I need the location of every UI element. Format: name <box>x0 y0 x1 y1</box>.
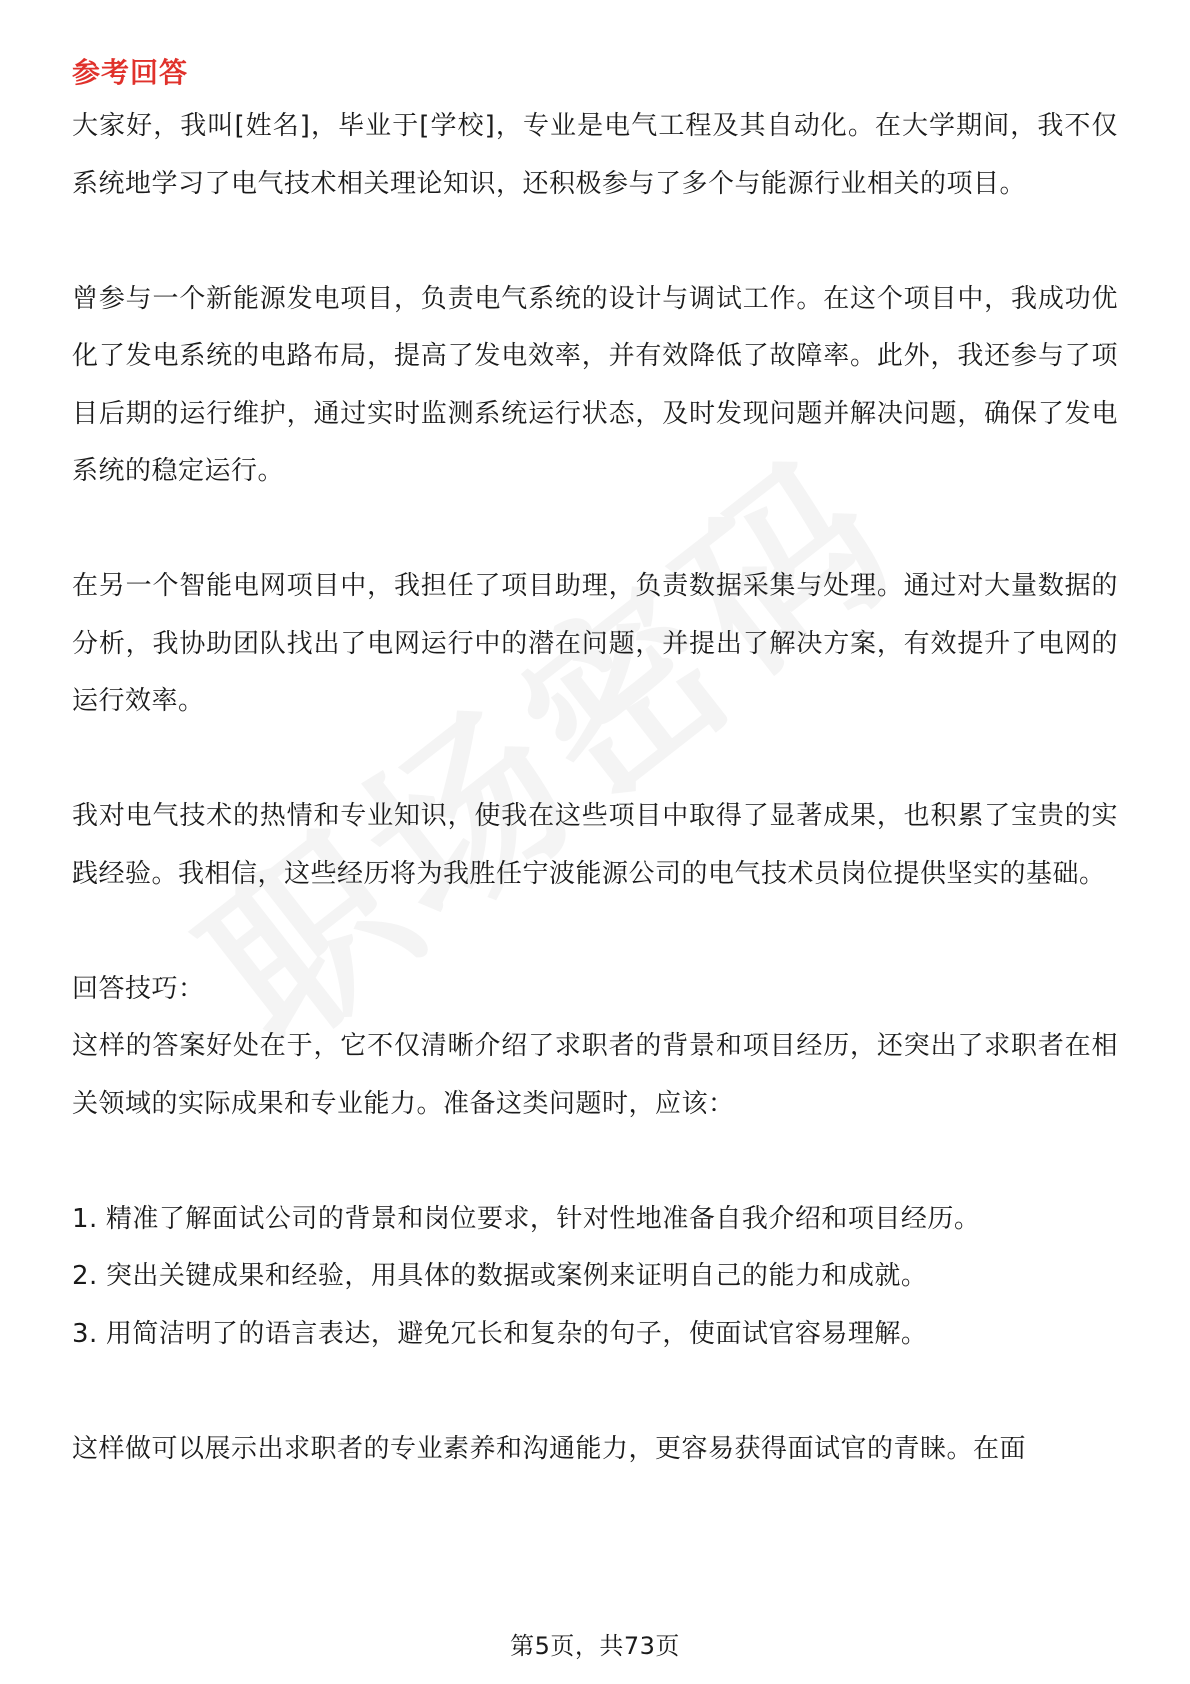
answer-paragraph-4: 我对电气技术的热情和专业知识，使我在这些项目中取得了显著成果，也积累了宝贵的实践经验。我相信，这些经历将为我胜任宁波能源公司的电气技术员岗位提供坚实的基础。 <box>72 801 1118 889</box>
tips-list-item <box>72 1306 1118 1364</box>
answer-paragraph-3: 在另一个智能电网项目中，我担任了项目助理，负责数据采集与处理。通过对大量数据的分析，我协助团队找出了电网运行中的潜在问题，并提出了解决方案，有效提升了电网的运行效率。 <box>72 571 1118 716</box>
closing-paragraph: 这样做可以展示出求职者的专业素养和沟通能力，更容易获得面试官的青睐。在面 <box>72 1433 1027 1464</box>
paragraph-gap <box>72 213 1118 271</box>
tips-label: 回答技巧： <box>72 973 205 1004</box>
paragraph-gap <box>72 903 1118 961</box>
paragraph-gap <box>72 501 1118 559</box>
tips-list-item <box>72 1191 1118 1249</box>
list-number: 2. <box>72 1261 98 1291</box>
answer-paragraph-2: 曾参与一个新能源发电项目，负责电气系统的设计与调试工作。在这个项目中，我成功优化了发电系统的电路布局，提高了发电效率，并有效降低了故障率。此外，我还参与了项目后期的运行维护，通过实时监测系统运行状态，及时发现问题并解决问题，确保了发电系统的稳定运行。 <box>72 283 1118 486</box>
list-text: 突出关键成果和经验，用具体的数据或案例来证明自己的能力和成就。 <box>105 1261 928 1291</box>
tips-intro: 这样的答案好处在于，它不仅清晰介绍了求职者的背景和项目经历，还突出了求职者在相关领域的实际成果和专业能力。准备这类问题时，应该： <box>72 1031 1118 1119</box>
paragraph-gap <box>72 731 1118 789</box>
section-heading: 参考回答 <box>72 56 189 89</box>
list-number: 3. <box>72 1318 98 1349</box>
paragraph-gap <box>72 1363 1118 1421</box>
tips-list-item <box>72 1248 1118 1306</box>
page-content <box>72 48 1118 1478</box>
list-number: 1. <box>72 1203 98 1234</box>
paragraph-gap <box>72 1133 1118 1191</box>
answer-paragraph-1: 大家好，我叫[姓名]，毕业于[学校]，专业是电气工程及其自动化。在大学期间，我不仅系统地学习了电气技术相关理论知识，还积极参与了多个与能源行业相关的项目。 <box>72 111 1118 199</box>
list-text: 用简洁明了的语言表达，避免冗长和复杂的句子，使面试官容易理解。 <box>105 1318 928 1349</box>
list-text: 精准了解面试公司的背景和岗位要求，针对性地准备自我介绍和项目经历。 <box>105 1203 981 1234</box>
page-number-footer: 第5页，共73页 <box>510 1632 680 1660</box>
